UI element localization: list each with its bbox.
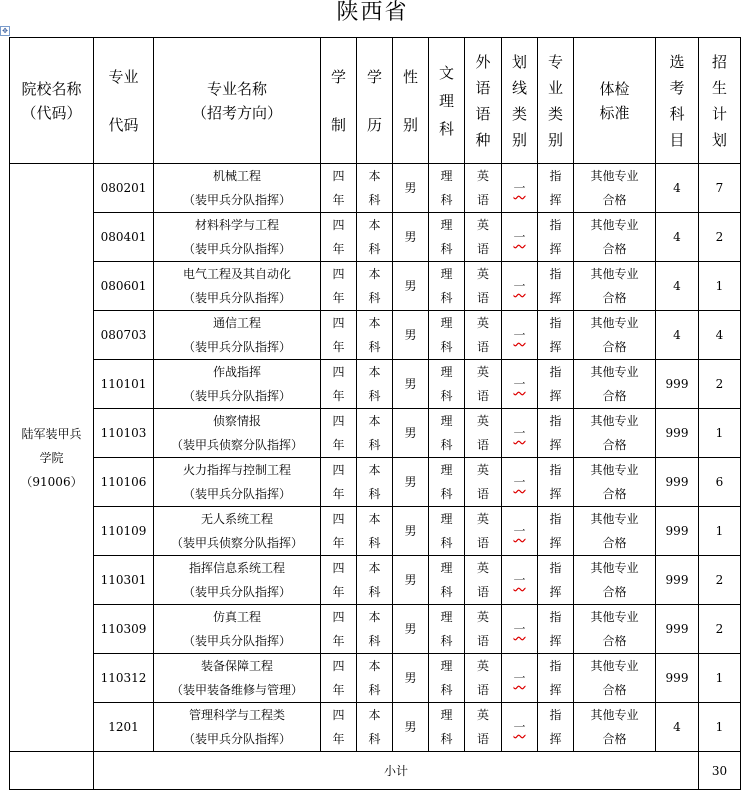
table-row [10, 458, 741, 507]
physical-cell: 其他专业 合格 [574, 262, 656, 311]
table-move-handle-icon[interactable]: ✥ [0, 26, 10, 36]
major-name: 电气工程及其自动化 [182, 267, 291, 281]
major-name-cell [154, 703, 321, 752]
subtotal-row [10, 752, 741, 790]
duration-cell: 四年 [321, 213, 357, 262]
physical-cell: 其他专业 合格 [574, 360, 656, 409]
track-cell: 理科 [429, 556, 465, 605]
language-cell: 英语 [465, 311, 502, 360]
subjects-cell: 999 [656, 458, 699, 507]
plan-cell: 1 [699, 507, 741, 556]
major-direction: （装甲兵分队指挥） [182, 340, 291, 354]
plan-cell: 4 [699, 311, 741, 360]
plan-cell: 7 [699, 164, 741, 213]
track-cell: 理科 [429, 654, 465, 703]
track-cell: 理科 [429, 507, 465, 556]
language-cell: 英语 [465, 458, 502, 507]
type-cell: 指挥 [538, 654, 574, 703]
language-cell: 英语 [465, 605, 502, 654]
header-line: 划线类别 [502, 38, 538, 164]
header-major: 专业名称 （招考方向） [154, 38, 321, 164]
line-cell: 一 [502, 703, 538, 752]
major-name: 作战指挥 [212, 365, 261, 379]
degree-cell: 本科 [357, 703, 393, 752]
empty-cell [10, 752, 94, 790]
header-plan: 招生计划 [699, 38, 741, 164]
track-cell: 理科 [429, 164, 465, 213]
type-cell: 指挥 [538, 311, 574, 360]
table-row [10, 409, 741, 458]
plan-cell: 2 [699, 556, 741, 605]
plan-cell: 1 [699, 409, 741, 458]
line-cell: 一 [502, 213, 538, 262]
major-name: 材料科学与工程 [194, 218, 279, 232]
subtotal-label: 小计 [94, 752, 699, 790]
gender-cell: 男 [393, 654, 429, 703]
type-cell: 指挥 [538, 360, 574, 409]
table-row [10, 213, 741, 262]
major-name: 无人系统工程 [200, 512, 273, 526]
physical-cell: 其他专业 合格 [574, 164, 656, 213]
physical-cell: 其他专业 合格 [574, 605, 656, 654]
track-cell: 理科 [429, 703, 465, 752]
gender-cell: 男 [393, 311, 429, 360]
line-cell: 一 [502, 262, 538, 311]
duration-cell: 四年 [321, 311, 357, 360]
plan-cell: 1 [699, 654, 741, 703]
subjects-cell: 4 [656, 311, 699, 360]
header-type: 专业类别 [538, 38, 574, 164]
plan-cell: 1 [699, 703, 741, 752]
plan-cell: 2 [699, 360, 741, 409]
plan-cell: 1 [699, 262, 741, 311]
major-code: 110101 [94, 360, 154, 409]
degree-cell: 本科 [357, 605, 393, 654]
degree-cell: 本科 [357, 311, 393, 360]
type-cell: 指挥 [538, 262, 574, 311]
gender-cell: 男 [393, 605, 429, 654]
track-cell: 理科 [429, 360, 465, 409]
type-cell: 指挥 [538, 458, 574, 507]
duration-cell: 四年 [321, 458, 357, 507]
table-row [10, 605, 741, 654]
subjects-cell: 999 [656, 409, 699, 458]
subjects-cell: 4 [656, 703, 699, 752]
major-code: 110312 [94, 654, 154, 703]
major-name-cell [154, 164, 321, 213]
major-name: 管理科学与工程类 [188, 708, 285, 722]
table-row [10, 703, 741, 752]
major-name-cell [154, 262, 321, 311]
major-name: 装备保障工程 [200, 659, 273, 673]
language-cell: 英语 [465, 507, 502, 556]
track-cell: 理科 [429, 409, 465, 458]
subjects-cell: 999 [656, 360, 699, 409]
header-school: 院校名称（代码） [10, 38, 94, 164]
degree-cell: 本科 [357, 164, 393, 213]
header-row [10, 38, 741, 164]
major-direction: （装甲兵分队指挥） [182, 242, 291, 256]
table-row [10, 507, 741, 556]
duration-cell: 四年 [321, 605, 357, 654]
major-name-cell [154, 556, 321, 605]
line-cell: 一 [502, 164, 538, 213]
gender-cell: 男 [393, 360, 429, 409]
plan-cell: 6 [699, 458, 741, 507]
degree-cell: 本科 [357, 409, 393, 458]
page-title: 陕西省 [336, 0, 409, 25]
admission-plan-table [9, 37, 741, 790]
type-cell: 指挥 [538, 556, 574, 605]
subjects-cell: 4 [656, 262, 699, 311]
major-code: 110103 [94, 409, 154, 458]
major-name: 仿真工程 [212, 610, 261, 624]
header-code: 专业 代码 [94, 38, 154, 164]
plan-cell: 2 [699, 213, 741, 262]
header-track: 文理科 [429, 38, 465, 164]
degree-cell: 本科 [357, 556, 393, 605]
gender-cell: 男 [393, 164, 429, 213]
language-cell: 英语 [465, 262, 502, 311]
duration-cell: 四年 [321, 262, 357, 311]
gender-cell: 男 [393, 703, 429, 752]
physical-cell: 其他专业 合格 [574, 507, 656, 556]
type-cell: 指挥 [538, 213, 574, 262]
major-direction: （装甲兵分队指挥） [182, 193, 291, 207]
major-code: 110301 [94, 556, 154, 605]
major-code: 080703 [94, 311, 154, 360]
major-name: 指挥信息系统工程 [188, 561, 285, 575]
line-cell: 一 [502, 458, 538, 507]
type-cell: 指挥 [538, 507, 574, 556]
header-degree: 学历 [357, 38, 393, 164]
major-name-cell [154, 213, 321, 262]
major-direction: （装甲兵分队指挥） [182, 389, 291, 403]
language-cell: 英语 [465, 556, 502, 605]
major-code: 110309 [94, 605, 154, 654]
gender-cell: 男 [393, 409, 429, 458]
track-cell: 理科 [429, 262, 465, 311]
language-cell: 英语 [465, 360, 502, 409]
physical-cell: 其他专业 合格 [574, 213, 656, 262]
type-cell: 指挥 [538, 164, 574, 213]
table-row [10, 164, 741, 213]
subjects-cell: 4 [656, 164, 699, 213]
degree-cell: 本科 [357, 458, 393, 507]
type-cell: 指挥 [538, 605, 574, 654]
line-cell: 一 [502, 556, 538, 605]
language-cell: 英语 [465, 703, 502, 752]
major-name-cell [154, 654, 321, 703]
physical-cell: 其他专业 合格 [574, 703, 656, 752]
major-code: 110109 [94, 507, 154, 556]
type-cell: 指挥 [538, 703, 574, 752]
gender-cell: 男 [393, 458, 429, 507]
duration-cell: 四年 [321, 164, 357, 213]
subjects-cell: 999 [656, 556, 699, 605]
language-cell: 英语 [465, 409, 502, 458]
line-cell: 一 [502, 507, 538, 556]
major-name-cell [154, 409, 321, 458]
major-direction: （装甲兵侦察分队指挥） [170, 536, 303, 550]
gender-cell: 男 [393, 262, 429, 311]
degree-cell: 本科 [357, 360, 393, 409]
major-code: 080601 [94, 262, 154, 311]
language-cell: 英语 [465, 213, 502, 262]
language-cell: 英语 [465, 654, 502, 703]
gender-cell: 男 [393, 556, 429, 605]
school-cell: 陆军装甲兵学院 （91006） [10, 164, 94, 752]
plan-cell: 2 [699, 605, 741, 654]
degree-cell: 本科 [357, 213, 393, 262]
track-cell: 理科 [429, 311, 465, 360]
table-row [10, 556, 741, 605]
track-cell: 理科 [429, 458, 465, 507]
line-cell: 一 [502, 311, 538, 360]
subjects-cell: 999 [656, 507, 699, 556]
major-name: 火力指挥与控制工程 [182, 463, 291, 477]
degree-cell: 本科 [357, 507, 393, 556]
major-name-cell [154, 605, 321, 654]
physical-cell: 其他专业 合格 [574, 458, 656, 507]
degree-cell: 本科 [357, 262, 393, 311]
major-name-cell [154, 360, 321, 409]
major-direction: （装甲兵分队指挥） [182, 487, 291, 501]
duration-cell: 四年 [321, 556, 357, 605]
major-code: 110106 [94, 458, 154, 507]
line-cell: 一 [502, 409, 538, 458]
physical-cell: 其他专业 合格 [574, 556, 656, 605]
track-cell: 理科 [429, 213, 465, 262]
major-name: 侦察情报 [212, 414, 261, 428]
table-row [10, 360, 741, 409]
physical-cell: 其他专业 合格 [574, 654, 656, 703]
duration-cell: 四年 [321, 409, 357, 458]
major-code: 080401 [94, 213, 154, 262]
major-name-cell [154, 311, 321, 360]
major-name-cell [154, 458, 321, 507]
track-cell: 理科 [429, 605, 465, 654]
header-gender: 性别 [393, 38, 429, 164]
degree-cell: 本科 [357, 654, 393, 703]
major-name-cell [154, 507, 321, 556]
major-name: 机械工程 [212, 169, 261, 183]
header-duration: 学制 [321, 38, 357, 164]
duration-cell: 四年 [321, 654, 357, 703]
line-cell: 一 [502, 605, 538, 654]
major-direction: （装甲兵侦察分队指挥） [170, 438, 303, 452]
table-row [10, 262, 741, 311]
subjects-cell: 4 [656, 213, 699, 262]
gender-cell: 男 [393, 507, 429, 556]
header-subjects: 选考科目 [656, 38, 699, 164]
major-code: 1201 [94, 703, 154, 752]
duration-cell: 四年 [321, 360, 357, 409]
major-direction: （装甲兵分队指挥） [182, 732, 291, 746]
major-direction: （装甲兵分队指挥） [182, 291, 291, 305]
physical-cell: 其他专业 合格 [574, 409, 656, 458]
subjects-cell: 999 [656, 654, 699, 703]
major-direction: （装甲兵分队指挥） [182, 585, 291, 599]
subjects-cell: 999 [656, 605, 699, 654]
major-code: 080201 [94, 164, 154, 213]
major-direction: （装甲兵分队指挥） [182, 634, 291, 648]
line-cell: 一 [502, 360, 538, 409]
physical-cell: 其他专业 合格 [574, 311, 656, 360]
gender-cell: 男 [393, 213, 429, 262]
table-row [10, 654, 741, 703]
major-name: 通信工程 [212, 316, 261, 330]
type-cell: 指挥 [538, 409, 574, 458]
duration-cell: 四年 [321, 507, 357, 556]
line-cell: 一 [502, 654, 538, 703]
table-row [10, 311, 741, 360]
language-cell: 英语 [465, 164, 502, 213]
duration-cell: 四年 [321, 703, 357, 752]
major-direction: （装甲装备维修与管理） [170, 683, 303, 697]
header-language: 外语语种 [465, 38, 502, 164]
header-physical: 体检标准 [574, 38, 656, 164]
subtotal-plan: 30 [699, 752, 741, 790]
